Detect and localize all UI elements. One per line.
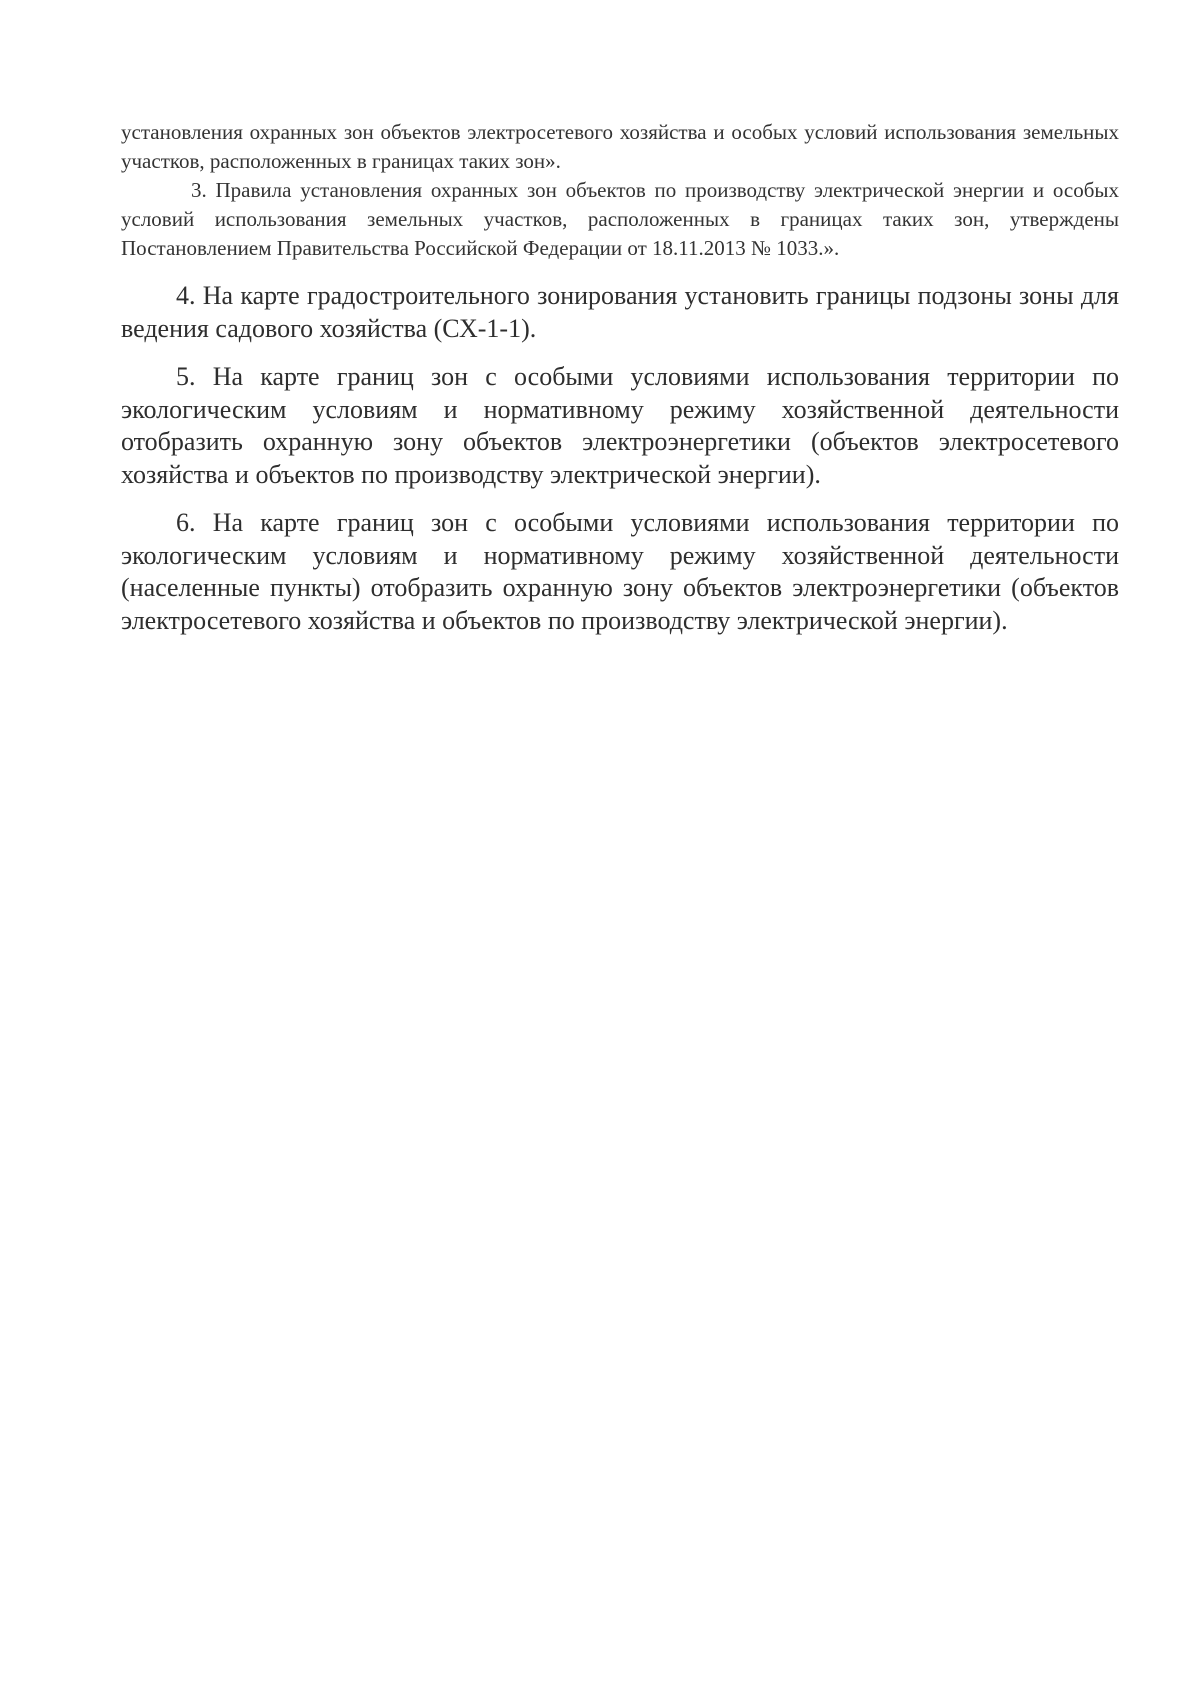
numbered-items — [121, 280, 1119, 637]
paragraph-item-6: 6. На карте границ зон с особыми условиями использования территории по экологическим условиям и нормативному режиму хозяйственной деятельности (населенные пункты) отобразить охранную зону объектов электроэнергетики (объектов электросетевого хозяйства и объектов по производству электрической энергии). — [121, 508, 1119, 635]
paragraph-item-4: 4. На карте градостроительного зонирования установить границы подзоны зоны для ведения садового хозяйства (СХ-1-1). — [121, 281, 1119, 343]
document-body — [121, 118, 1119, 653]
paragraph-item-3: 3. Правила установления охранных зон объектов по производству электрической энергии и особых условий использования земельных участков, расположенных в границах таких зон, утверждены Постановлением Правительства Российской Федерации от 18.11.2013 № 1033.». — [121, 178, 1119, 260]
continued-paragraph: установления охранных зон объектов электросетевого хозяйства и особых условий использования земельных участков, расположенных в границах таких зон». — [121, 120, 1119, 173]
paragraph-item-5: 5. На карте границ зон с особыми условиями использования территории по экологическим условиям и нормативному режиму хозяйственной деятельности отобразить охранную зону объектов электроэнергетики (объектов электросетевого хозяйства и объектов по производству электрической энергии). — [121, 362, 1119, 489]
quoted-amendment-block — [121, 118, 1119, 263]
